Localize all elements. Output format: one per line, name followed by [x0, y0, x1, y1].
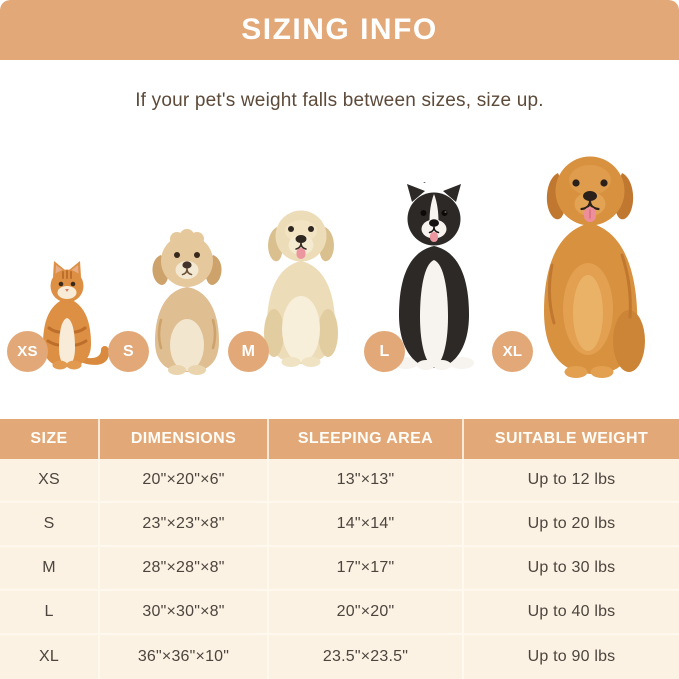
cell-suitable-weight: Up to 30 lbs: [464, 547, 679, 591]
cell-sleeping-area: 23.5"×23.5": [269, 635, 464, 679]
cell-dimensions: 36"×36"×10": [100, 635, 269, 679]
small-dog-illustration: [133, 225, 241, 375]
cell-dimensions: 23"×23"×8": [100, 503, 269, 547]
header-dimensions: DIMENSIONS: [100, 419, 269, 459]
subtitle-wrap: [0, 60, 679, 112]
size-badge-xs: XS: [7, 331, 48, 372]
size-badge-l: L: [364, 331, 405, 372]
header-size: SIZE: [0, 419, 100, 459]
pet-size-lineup: [0, 112, 679, 385]
banner: [0, 0, 679, 60]
cell-sleeping-area: 14"×14": [269, 503, 464, 547]
table-row: [0, 635, 679, 679]
cell-size: XS: [0, 459, 100, 503]
table-header-row: [0, 419, 679, 459]
cell-size: XL: [0, 635, 100, 679]
cell-size: M: [0, 547, 100, 591]
cell-suitable-weight: Up to 12 lbs: [464, 459, 679, 503]
cell-dimensions: 30"×30"×8": [100, 591, 269, 635]
extra-large-dog-illustration: [510, 145, 672, 385]
page-title: SIZING INFO: [241, 13, 438, 46]
cell-sleeping-area: 17"×17": [269, 547, 464, 591]
cell-suitable-weight: Up to 90 lbs: [527, 648, 616, 665]
cell-size: L: [0, 591, 100, 635]
cell-sleeping-area: 20"×20": [269, 591, 464, 635]
table-row: [0, 591, 679, 635]
size-badge-s: S: [108, 331, 149, 372]
table-row: [0, 459, 679, 503]
table-row: [0, 503, 679, 547]
cell-suitable-weight: Up to 40 lbs: [464, 591, 679, 635]
size-badge-xl: XL: [492, 331, 533, 372]
size-badge-m: M: [228, 331, 269, 372]
sizing-table: [0, 419, 679, 679]
cell-sleeping-area: 13"×13": [269, 459, 464, 503]
header-sleeping-area: SLEEPING AREA: [269, 419, 464, 459]
cell-suitable-weight: Up to 20 lbs: [464, 503, 679, 547]
table-row: [0, 547, 679, 591]
cell-dimensions: 20"×20"×6": [100, 459, 269, 503]
subtitle-text: If your pet's weight falls between sizes, size up.: [135, 90, 544, 111]
cell-size: S: [0, 503, 100, 547]
header-suitable-weight: SUITABLE WEIGHT: [494, 430, 649, 447]
cell-dimensions: 28"×28"×8": [100, 547, 269, 591]
